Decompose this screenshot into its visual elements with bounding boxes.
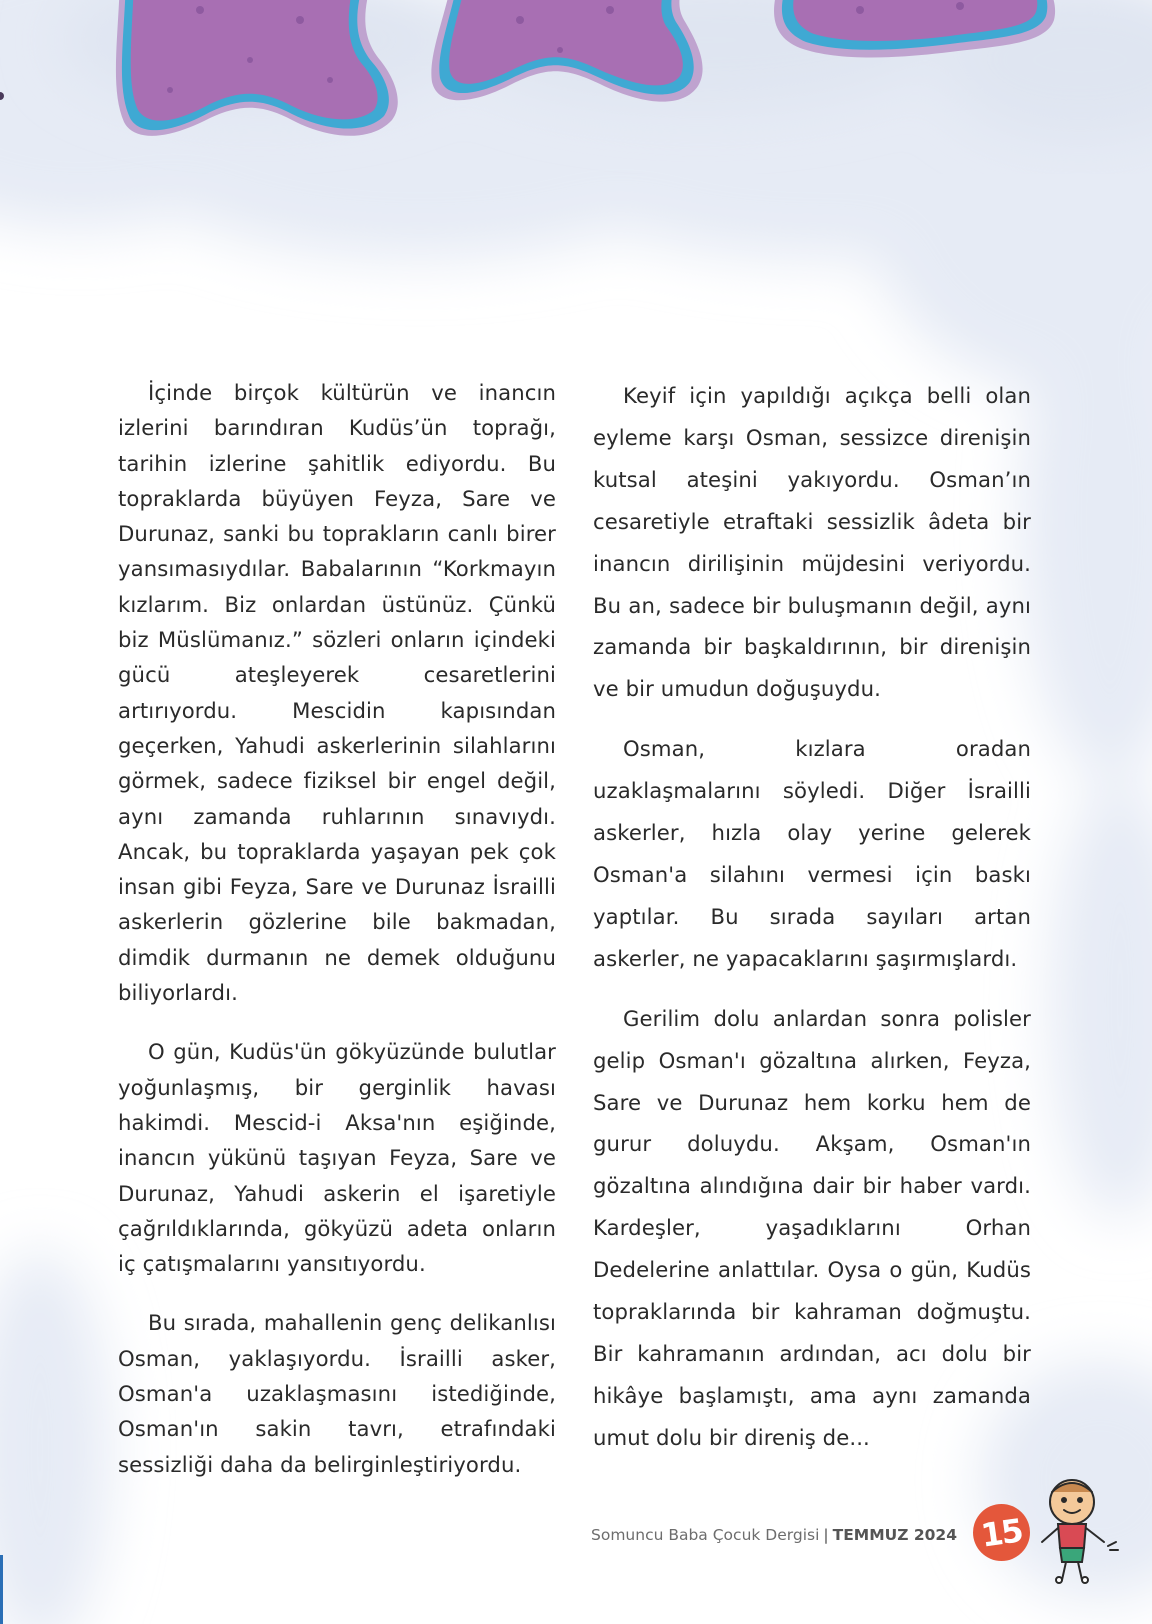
page-number: 15 bbox=[978, 1510, 1025, 1555]
page-footer bbox=[560, 1526, 957, 1544]
paragraph: Gerilim dolu anlardan sonra polisler gelip Osman'ı gözaltına alırken, Feyza, Sare ve Durunaz hem korku hem de gurur doluydu. Akşam, Osman'ın gözaltına alındığına dair bir haber vardı. Kardeşler, yaşadıklarını Orhan Dedelerine anlattılar. Oysa o gün, Kudüs topraklarında bir kahraman doğmuştu. Bir kahramanın ardından, acı dolu bir hikâye başlamıştı, ama aynı zamanda umut dolu bir direniş de... bbox=[593, 1005, 1031, 1450]
issue-date: TEMMUZ 2024 bbox=[832, 1526, 957, 1544]
edge-dot-icon bbox=[0, 92, 4, 100]
star-icon bbox=[116, 0, 398, 136]
magazine-name: Somuncu Baba Çocuk Dergisi bbox=[591, 1526, 820, 1544]
starfish-decoration bbox=[0, 0, 1152, 160]
article-right-column bbox=[593, 375, 1031, 1477]
paragraph: Osman, kızlara oradan uzaklaşmalarını söyledi. Diğer İsrailli askerler, hızla olay yerine gelerek Osman'a silahını vermesi için baskı yaptılar. Bu sırada sayıları artan askerler, ne yapacaklarını şaşırmışlardı. bbox=[593, 736, 1031, 971]
star-icon bbox=[774, 0, 1055, 58]
paragraph: Keyif için yapıldığı açıkça belli olan eyleme karşı Osman, sessizce direnişin kutsal ateşini yakıyordu. Osman’ın cesaretiyle etraftaki sessizlik âdeta bir inancın dirilişinin müjdesini veriyordu. Bu an, sadece bir buluşmanın değil, aynı zamanda bir başkaldırının, bir direnişin ve bir umudun doğuşuydu. bbox=[593, 383, 1031, 702]
cartoon-boy-icon bbox=[1022, 1476, 1132, 1586]
paragraph: Bu sırada, mahallenin genç delikanlısı Osman, yaklaşıyordu. İsrailli asker, Osman'a uzaklaşmasını istediğinde, Osman'ın sakin tavrı, etrafındaki sessizliği daha da belirginleştiriyordu. bbox=[118, 1310, 556, 1477]
article-left-column bbox=[118, 375, 556, 1506]
paragraph: İçinde birçok kültürün ve inancın izlerini barındıran Kudüs’ün toprağı, tarihin izlerine şahitlik ediyordu. Bu topraklarda büyüyen Feyza, Sare ve Durunaz, sanki bu toprakların canlı birer yansımasıydılar. Babalarının “Korkmayın kızlarım. Biz onlardan üstünüz. Çünkü biz Müslümanız.” sözleri onların içindeki gücü ateşleyerek cesaretlerini artırıyordu. Mescidin kapısından geçerken, Yahudi askerlerinin silahlarını görmek, sadece fiziksel bir engel değil, aynı zamanda ruhlarının sınavıydı. Ancak, bu topraklarda yaşayan pek çok insan gibi Feyza, Sare ve Durunaz İsrailli askerlerin gözlerine bile bakmadan, dimdik durmanın ne demek olduğunu biliyorlardı. bbox=[118, 380, 556, 1006]
left-edge-accent bbox=[0, 1555, 3, 1624]
footer-separator: | bbox=[823, 1526, 829, 1544]
paragraph: O gün, Kudüs'ün gökyüzünde bulutlar yoğunlaşmış, bir gerginlik havası hakimdi. Mescid-i Aksa'nın eşiğinde, inancın yükünü taşıyan Feyza, Sare ve Durunaz, Yahudi askerin el işaretiyle çağrıldıklarında, gökyüzü adeta onların iç çatışmalarını yansıtıyordu. bbox=[118, 1039, 556, 1277]
star-icon bbox=[431, 0, 702, 102]
